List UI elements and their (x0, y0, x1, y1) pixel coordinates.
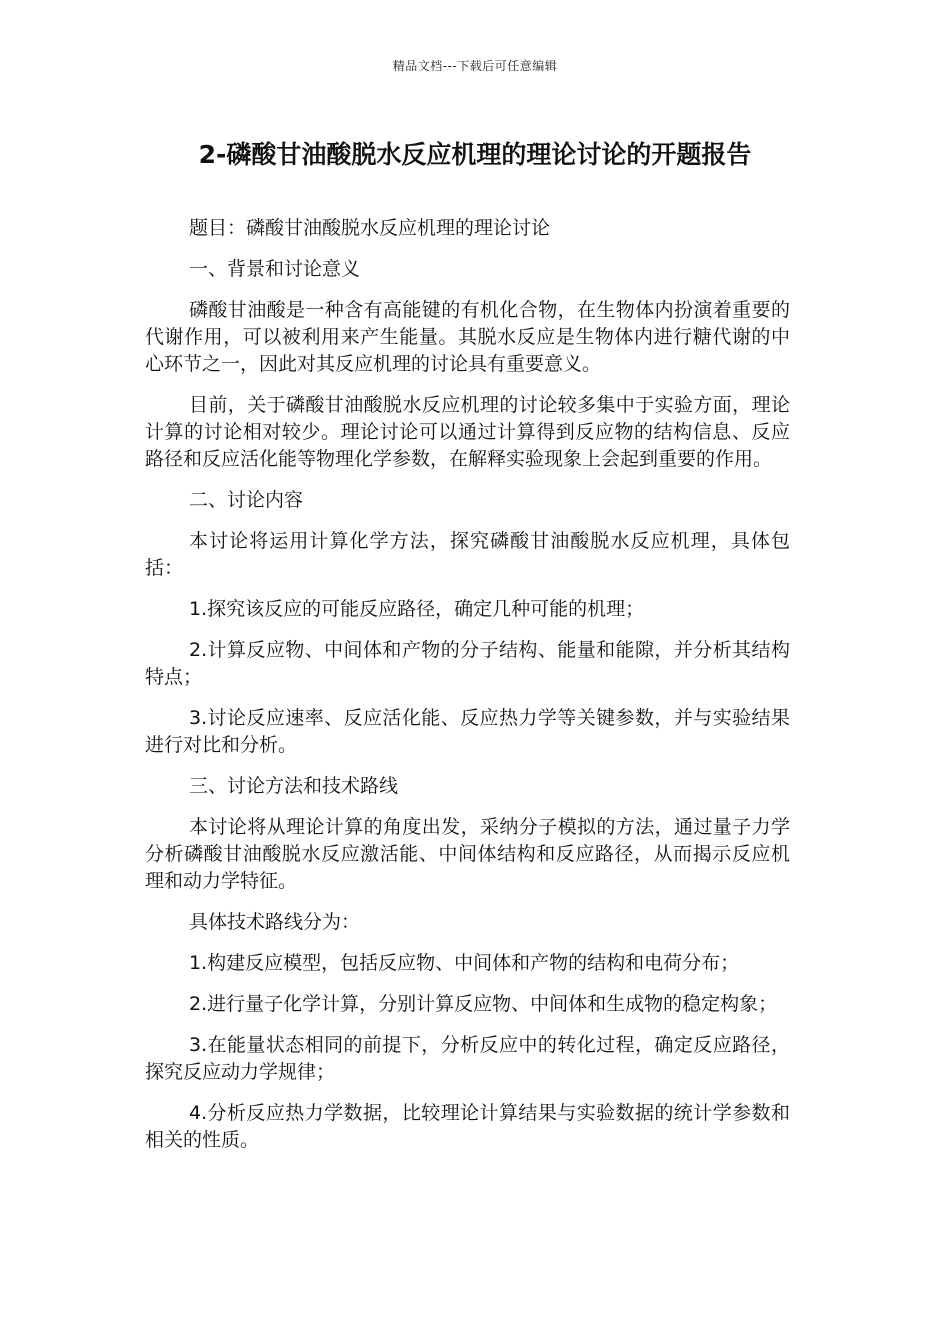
list-item: 1.探究该反应的可能反应路径，确定几种可能的机理； (189, 598, 645, 620)
body-paragraph: 目前，关于磷酸甘油酸脱水反应机理的讨论较多集中于实验方面，理论计算的讨论相对较少。理论讨论可以通过计算得到反应物的结构信息、反应路径和反应活化能等物理化学参数，在解释实验现象上会起到重要的作用。 (145, 394, 790, 470)
topic-line: 题目：磷酸甘油酸脱水反应机理的理论讨论 (189, 217, 551, 239)
list-item: 1.构建反应模型，包括反应物、中间体和产物的结构和电荷分布； (189, 952, 740, 974)
list-item: 3.讨论反应速率、反应活化能、反应热力学等关键参数，并与实验结果进行对比和分析。 (145, 707, 790, 756)
section-heading-background: 一、背景和讨论意义 (189, 258, 361, 280)
section-heading-methods: 三、讨论方法和技术路线 (189, 775, 399, 797)
list-item: 2.进行量子化学计算，分别计算反应物、中间体和生成物的稳定构象； (189, 993, 778, 1015)
list-item: 4.分析反应热力学数据，比较理论计算结果与实验数据的统计学参数和相关的性质。 (145, 1102, 790, 1151)
body-paragraph: 本讨论将运用计算化学方法，探究磷酸甘油酸脱水反应机理，具体包括： (145, 530, 790, 579)
header-note: 精品文档---下载后可任意编辑 (392, 59, 558, 73)
list-item: 2.计算反应物、中间体和产物的分子结构、能量和能隙，并分析其结构特点； (145, 639, 790, 688)
document-body (145, 215, 790, 1168)
body-paragraph: 本讨论将从理论计算的角度出发，采纳分子模拟的方法，通过量子力学分析磷酸甘油酸脱水反应激活能、中间体结构和反应路径，从而揭示反应机理和动力学特征。 (145, 816, 790, 892)
body-paragraph: 磷酸甘油酸是一种含有高能键的有机化合物，在生物体内扮演着重要的代谢作用，可以被利用来产生能量。其脱水反应是生物体内进行糖代谢的中心环节之一，因此对其反应机理的讨论具有重要意义。 (145, 299, 790, 375)
body-paragraph: 具体技术路线分为： (189, 911, 361, 933)
list-item: 3.在能量状态相同的前提下，分析反应中的转化过程，确定反应路径，探究反应动力学规律； (145, 1034, 790, 1083)
section-heading-content: 二、讨论内容 (189, 489, 304, 511)
document-title: 2-磷酸甘油酸脱水反应机理的理论讨论的开题报告 (198, 140, 752, 169)
